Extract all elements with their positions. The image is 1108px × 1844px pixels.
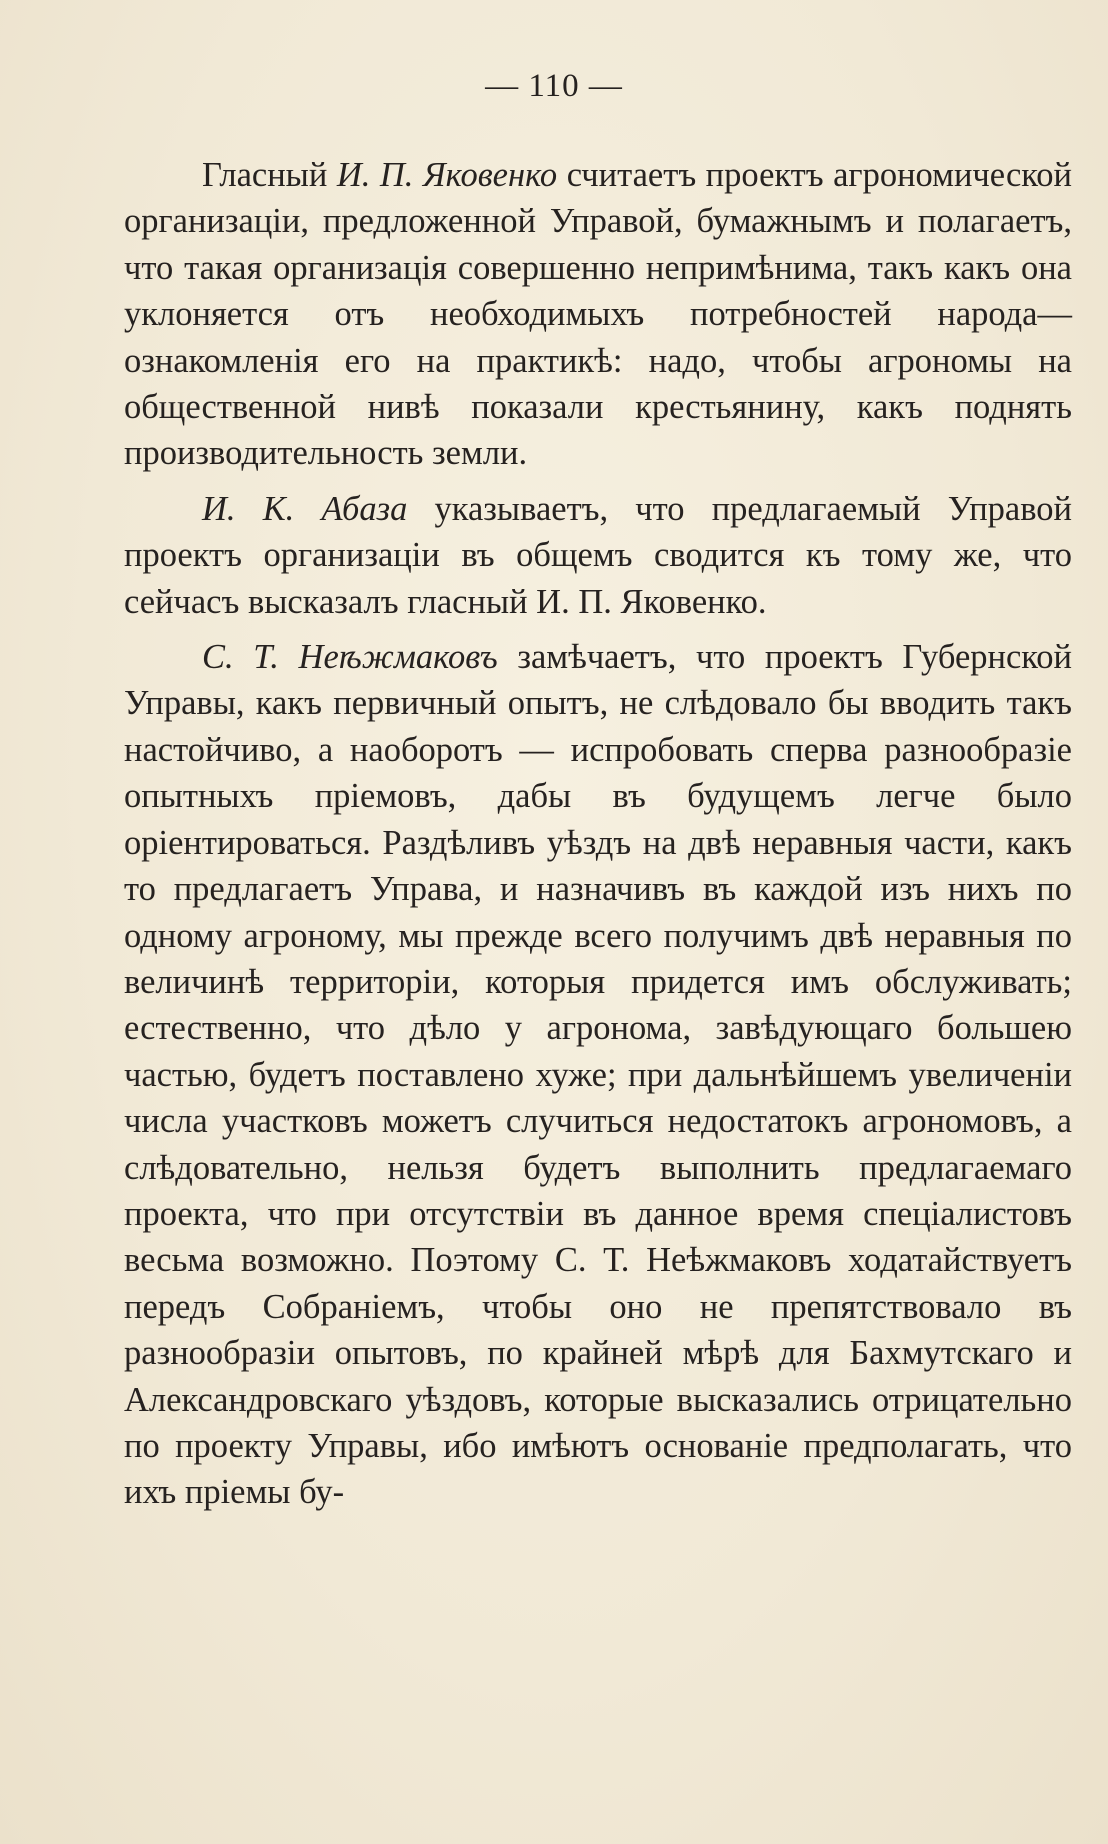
body-text [124,152,1072,1516]
speaker-name: И. К. Абаза [202,489,408,528]
paragraph-text: считаетъ проектъ агрономической организаціи, предложенной Управой, бумажнымъ и полагаетъ, что такая организація совершенно непримѣнима, такъ какъ она уклоняется отъ необходимыхъ потребностей народа—ознакомленія его на практикѣ: надо, чтобы агрономы на общественной нивѣ показали крестьянину, какъ поднять производительность земли. [124,156,1072,473]
paragraph-yakovenko [124,152,1072,477]
paragraph-text: замѣчаетъ, что проектъ Губернской Управы, какъ первичный опытъ, не слѣдовало бы вводить такъ настойчиво, а наоборотъ — испробовать сперва разнообразіе опытныхъ пріемовъ, дабы въ будущемъ легче было оріентироваться. Раздѣливъ уѣздъ на двѣ неравныя части, какъ то предлагаетъ Управа, и назначивъ въ каждой изъ нихъ по одному агроному, мы прежде всего получимъ двѣ неравныя по величинѣ территоріи, которыя придется имъ обслуживать; естественно, что дѣло у агронома, завѣдующаго большею частью, будетъ поставлено хуже; при дальнѣйшемъ увеличеніи числа участковъ можетъ случиться недостатокъ агрономовъ, а слѣдовательно, нельзя будетъ выполнить предлагаемаго проекта, что при отсутствіи въ данное время спеціалистовъ весьма возможно. Поэтому С. Т. Неѣжмаковъ ходатайствуетъ передъ Собраніемъ, чтобы оно не препятствовало въ разнообразіи опытовъ, по крайней мѣрѣ для Бахмутскаго и Александровскаго уѣздовъ, которые высказались отрицательно по проекту Управы, ибо имѣютъ основаніе предполагать, что ихъ пріемы бу- [124,638,1073,1512]
paragraph-text: указываетъ, что предлагаемый Управой проектъ организаціи въ общемъ сводится къ тому же, что сейчасъ высказалъ гласный И. П. Яковенко. [124,489,1072,621]
page-number: — 110 — [485,68,623,104]
speaker-name: И. П. Яковенко [336,156,558,194]
paragraph-nezhmakov [124,634,1072,1516]
speaker-name: С. Т. Неѣжмаковъ [202,638,498,677]
paragraph-lead: Гласный [202,156,328,194]
paragraph-abaza [124,486,1072,625]
